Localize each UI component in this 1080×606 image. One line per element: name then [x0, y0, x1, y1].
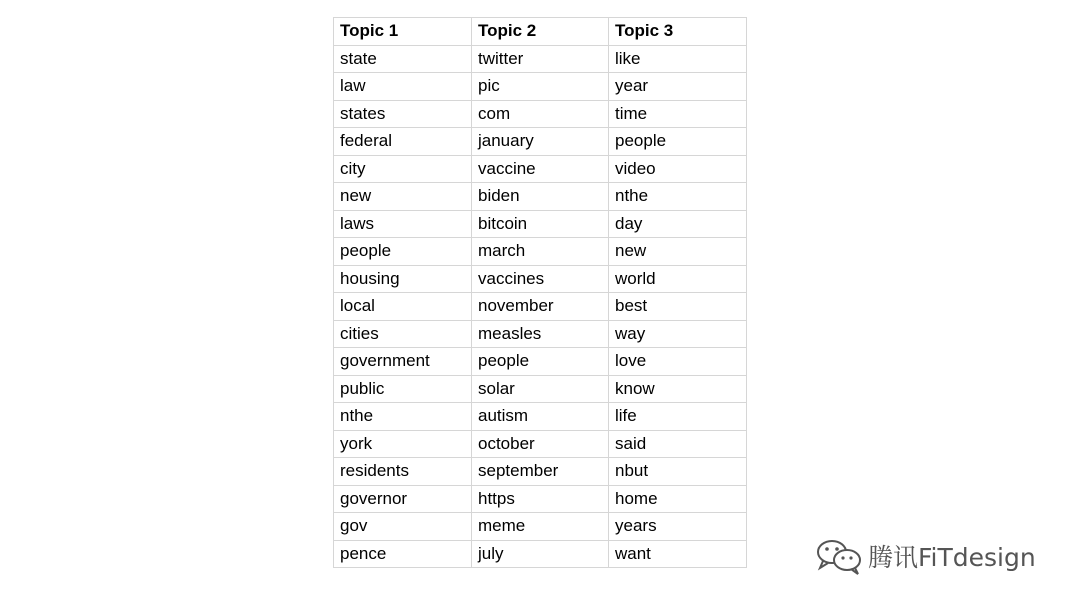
table-row — [334, 348, 747, 376]
table-cell: autism — [472, 403, 609, 431]
table-cell: people — [609, 128, 747, 156]
table-body — [334, 45, 747, 568]
table-cell: want — [609, 540, 747, 568]
table-cell: september — [472, 458, 609, 486]
header-topic-3: Topic 3 — [609, 18, 747, 46]
table-header-row — [334, 18, 747, 46]
table-cell: measles — [472, 320, 609, 348]
table-cell: love — [609, 348, 747, 376]
watermark-text: 腾讯FiTdesign — [868, 543, 1036, 572]
table-cell: november — [472, 293, 609, 321]
table-row — [334, 540, 747, 568]
header-topic-1: Topic 1 — [334, 18, 472, 46]
table-row — [334, 183, 747, 211]
table-cell: governor — [334, 485, 472, 513]
table-row — [334, 320, 747, 348]
table-cell: pic — [472, 73, 609, 101]
table-cell: gov — [334, 513, 472, 541]
table-cell: state — [334, 45, 472, 73]
table-row — [334, 265, 747, 293]
table-cell: states — [334, 100, 472, 128]
wechat-icon — [814, 536, 866, 576]
table-row — [334, 458, 747, 486]
table-cell: government — [334, 348, 472, 376]
table-cell: twitter — [472, 45, 609, 73]
table-row — [334, 403, 747, 431]
table-row — [334, 45, 747, 73]
table-cell: com — [472, 100, 609, 128]
watermark — [814, 536, 1036, 576]
table-row — [334, 155, 747, 183]
table-cell: law — [334, 73, 472, 101]
table-row — [334, 238, 747, 266]
table-cell: year — [609, 73, 747, 101]
table-cell: public — [334, 375, 472, 403]
table-row — [334, 128, 747, 156]
header-topic-2: Topic 2 — [472, 18, 609, 46]
table-cell: july — [472, 540, 609, 568]
table-cell: local — [334, 293, 472, 321]
table-row — [334, 430, 747, 458]
table-cell: residents — [334, 458, 472, 486]
table-cell: years — [609, 513, 747, 541]
table-cell: nthe — [334, 403, 472, 431]
table-cell: city — [334, 155, 472, 183]
table-cell: vaccines — [472, 265, 609, 293]
table-cell: nbut — [609, 458, 747, 486]
table-cell: new — [334, 183, 472, 211]
table-cell: people — [334, 238, 472, 266]
table-cell: vaccine — [472, 155, 609, 183]
table-cell: laws — [334, 210, 472, 238]
table-cell: people — [472, 348, 609, 376]
table-cell: day — [609, 210, 747, 238]
table-cell: best — [609, 293, 747, 321]
table-row — [334, 375, 747, 403]
table-cell: https — [472, 485, 609, 513]
table-cell: world — [609, 265, 747, 293]
table-cell: meme — [472, 513, 609, 541]
table-cell: solar — [472, 375, 609, 403]
table-cell: october — [472, 430, 609, 458]
table-cell: said — [609, 430, 747, 458]
table-cell: way — [609, 320, 747, 348]
table-cell: biden — [472, 183, 609, 211]
topics-table — [333, 17, 747, 568]
table-cell: nthe — [609, 183, 747, 211]
table-cell: bitcoin — [472, 210, 609, 238]
table-cell: march — [472, 238, 609, 266]
table-row — [334, 210, 747, 238]
table-cell: january — [472, 128, 609, 156]
table-cell: york — [334, 430, 472, 458]
table-row — [334, 100, 747, 128]
table-cell: video — [609, 155, 747, 183]
table-cell: cities — [334, 320, 472, 348]
table-row — [334, 485, 747, 513]
table-cell: federal — [334, 128, 472, 156]
table-cell: new — [609, 238, 747, 266]
table-row — [334, 73, 747, 101]
table-cell: pence — [334, 540, 472, 568]
table-cell: like — [609, 45, 747, 73]
table-cell: home — [609, 485, 747, 513]
table-row — [334, 293, 747, 321]
table-row — [334, 513, 747, 541]
table-cell: life — [609, 403, 747, 431]
table-cell: know — [609, 375, 747, 403]
table-cell: housing — [334, 265, 472, 293]
table-cell: time — [609, 100, 747, 128]
